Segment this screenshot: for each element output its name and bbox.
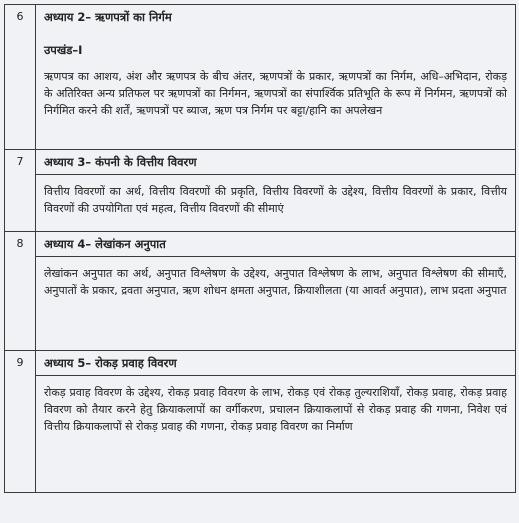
chapter-heading: अध्याय 2– ऋणपत्रों का निर्गम <box>44 10 172 24</box>
chapter-heading: अध्याय 4– लेखांकन अनुपात <box>36 232 515 257</box>
row-content <box>36 150 516 232</box>
row-content <box>36 232 516 351</box>
row-number: 9 <box>5 351 36 493</box>
row-number: 7 <box>5 150 36 232</box>
row-content <box>36 351 516 493</box>
chapter-topics: वित्तीय विवरणों का अर्थ, वित्तीय विवरणों की प्रकृति, वित्तीय विवरणों के उद्देश्य, वित्तीय विवरणों के प्रकार, वित्तीय विवरणों की उपयोगिता एवं महत्व, वित्तीय विवरणों की सीमाएं <box>44 185 507 215</box>
row-number: 6 <box>5 5 36 150</box>
row-content <box>36 5 516 150</box>
chapter-heading: अध्याय 5– रोकड़ प्रवाह विवरण <box>36 351 515 376</box>
syllabus-table <box>4 4 516 493</box>
table-row <box>5 150 516 232</box>
chapter-heading: अध्याय 3– कंपनी के वित्तीय विवरण <box>36 150 515 175</box>
chapter-topics: ऋणपत्र का आशय, अंश और ऋणपत्र के बीच अंतर, ऋणपत्रों के प्रकार, ऋणपत्रों का निर्गम, अधि–अभिदान, रोकड़ के अतिरिक्त अन्य प्रतिफल पर ऋणपत्रों का निर्गमन, ऋणपत्रों का संपार्श्विक प्रतिभूति के रूप में निर्गमन, ऋणपत्रों को निर्गमित करने की शर्तें, ऋणपत्रों पर ब्याज, ऋण पत्र निर्गम पर बट्टा/हानि का अपलेखन <box>44 70 507 117</box>
row-number: 8 <box>5 232 36 351</box>
chapter-topics: लेखांकन अनुपात का अर्थ, अनुपात विश्लेषण के उद्देश्य, अनुपात विश्लेषण के लाभ, अनुपात विश्लेषण की सीमाएँ, अनुपातों के प्रकार, द्रवता अनुपात, ऋण शोधन क्षमता अनुपात, क्रियाशीलता (या आवर्त अनुपात), लाभ प्रदता अनुपात <box>44 267 507 297</box>
table-row <box>5 5 516 150</box>
table-row <box>5 232 516 351</box>
table-row <box>5 351 516 493</box>
chapter-topics: रोकड़ प्रवाह विवरण के उद्देश्य, रोकड़ प्रवाह विवरण के लाभ, रोकड़ एवं रोकड़ तुल्यराशियाँ, रोकड़ प्रवाह, रोकड़ प्रवाह विवरण को तैयार करने हेतु क्रियाकलापों का वर्गीकरण, प्रचालन क्रियाकलापों से रोकड़ प्रवाह की गणना, निवेश एवं वित्तीय क्रियाकलापों से रोकड़ प्रवाह की गणना, रोकड़ प्रवाह विवरण का निर्माण <box>44 386 507 433</box>
subsection-heading: उपखंड–I <box>44 43 83 57</box>
